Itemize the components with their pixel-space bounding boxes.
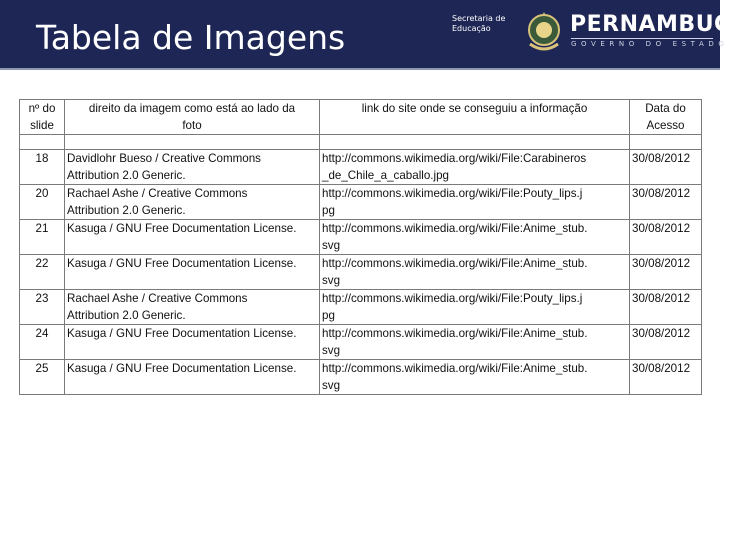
table-row	[20, 325, 702, 360]
slide-number-cell: 24	[20, 325, 65, 360]
table-body	[20, 150, 702, 395]
header-rights-line: foto	[182, 119, 202, 132]
slide-number-cell: 20	[20, 185, 65, 220]
rights-cell	[65, 255, 320, 290]
rights-text: Kasuga / GNU Free Documentation License.	[67, 362, 297, 375]
slide-number-cell: 23	[20, 290, 65, 325]
table-row	[20, 360, 702, 395]
link-cell	[320, 360, 630, 395]
link-text: _de_Chile_a_caballo.jpg	[322, 169, 449, 182]
secretaria-line-2: Educação	[452, 24, 491, 33]
link-cell	[320, 290, 630, 325]
rights-text: Attribution 2.0 Generic.	[67, 169, 186, 182]
header-banner	[0, 0, 750, 68]
rights-text: Kasuga / GNU Free Documentation License.	[67, 222, 297, 235]
rights-text: Rachael Ashe / Creative Commons	[67, 187, 248, 200]
table-spacer-row	[20, 135, 702, 150]
rights-cell	[65, 290, 320, 325]
table-header-row	[20, 100, 702, 135]
rights-text: Kasuga / GNU Free Documentation License.	[67, 327, 297, 340]
slide-number-cell: 22	[20, 255, 65, 290]
spacer-cell	[320, 135, 630, 150]
header-slide-line: nº do	[28, 102, 56, 115]
header-date	[630, 100, 702, 135]
header-slide	[20, 100, 65, 135]
link-text: http://commons.wikimedia.org/wiki/File:Anime_stub.	[322, 327, 588, 340]
spacer-cell	[65, 135, 320, 150]
link-cell	[320, 325, 630, 360]
header-rights-line: direito da imagem como está ao lado da	[88, 102, 296, 115]
spacer-cell	[630, 135, 702, 150]
rights-text: Rachael Ashe / Creative Commons	[67, 292, 248, 305]
header-slide-line: slide	[30, 119, 54, 132]
header-date-line: Data do	[645, 102, 686, 115]
access-date-cell: 30/08/2012	[630, 325, 702, 360]
link-text: http://commons.wikimedia.org/wiki/File:Anime_stub.	[322, 257, 588, 270]
header-link	[320, 100, 630, 135]
link-text: http://commons.wikimedia.org/wiki/File:Carabineros	[322, 152, 587, 165]
rights-cell	[65, 150, 320, 185]
table-row	[20, 150, 702, 185]
page-title: Tabela de Imagens	[36, 18, 346, 57]
link-text: svg	[322, 239, 341, 252]
table-row	[20, 185, 702, 220]
link-text: pg	[322, 309, 335, 322]
header-rights	[65, 100, 320, 135]
table-row	[20, 255, 702, 290]
access-date-cell: 30/08/2012	[630, 185, 702, 220]
slide-number-cell: 21	[20, 220, 65, 255]
rights-text: Attribution 2.0 Generic.	[67, 309, 186, 322]
government-logo	[452, 10, 750, 56]
slide-number-cell: 18	[20, 150, 65, 185]
coat-of-arms-icon	[524, 10, 564, 54]
link-cell	[320, 185, 630, 220]
link-cell	[320, 220, 630, 255]
table-row	[20, 290, 702, 325]
rights-cell	[65, 185, 320, 220]
link-text: http://commons.wikimedia.org/wiki/File:Anime_stub.	[322, 362, 588, 375]
header-rule	[0, 68, 720, 70]
header-date-line: Acesso	[646, 119, 685, 132]
rights-text: Kasuga / GNU Free Documentation License.	[67, 257, 297, 270]
rights-text: Attribution 2.0 Generic.	[67, 204, 186, 217]
state-name: PERNAMBUCO	[570, 12, 750, 37]
rights-cell	[65, 325, 320, 360]
access-date-cell: 30/08/2012	[630, 290, 702, 325]
access-date-cell: 30/08/2012	[630, 255, 702, 290]
rights-cell	[65, 360, 320, 395]
secretaria-label	[452, 14, 514, 34]
slide-number-cell: 25	[20, 360, 65, 395]
table-row	[20, 220, 702, 255]
link-text: http://commons.wikimedia.org/wiki/File:Anime_stub.	[322, 222, 588, 235]
link-text: svg	[322, 344, 341, 357]
link-cell	[320, 255, 630, 290]
rights-text: Davidlohr Bueso / Creative Commons	[67, 152, 261, 165]
access-date-cell: 30/08/2012	[630, 150, 702, 185]
rights-cell	[65, 220, 320, 255]
state-subtitle: GOVERNO DO ESTADO	[571, 40, 729, 48]
divider	[571, 38, 713, 39]
link-text: http://commons.wikimedia.org/wiki/File:Pouty_lips.j	[322, 292, 583, 305]
image-table	[19, 99, 702, 395]
link-text: svg	[322, 379, 341, 392]
access-date-cell: 30/08/2012	[630, 220, 702, 255]
link-text: pg	[322, 204, 335, 217]
access-date-cell: 30/08/2012	[630, 360, 702, 395]
secretaria-line-1: Secretaria de	[452, 14, 506, 23]
header-link-line: link do site onde se conseguiu a informação	[361, 102, 588, 115]
link-text: http://commons.wikimedia.org/wiki/File:Pouty_lips.j	[322, 187, 583, 200]
spacer-cell	[20, 135, 65, 150]
link-cell	[320, 150, 630, 185]
link-text: svg	[322, 274, 341, 287]
